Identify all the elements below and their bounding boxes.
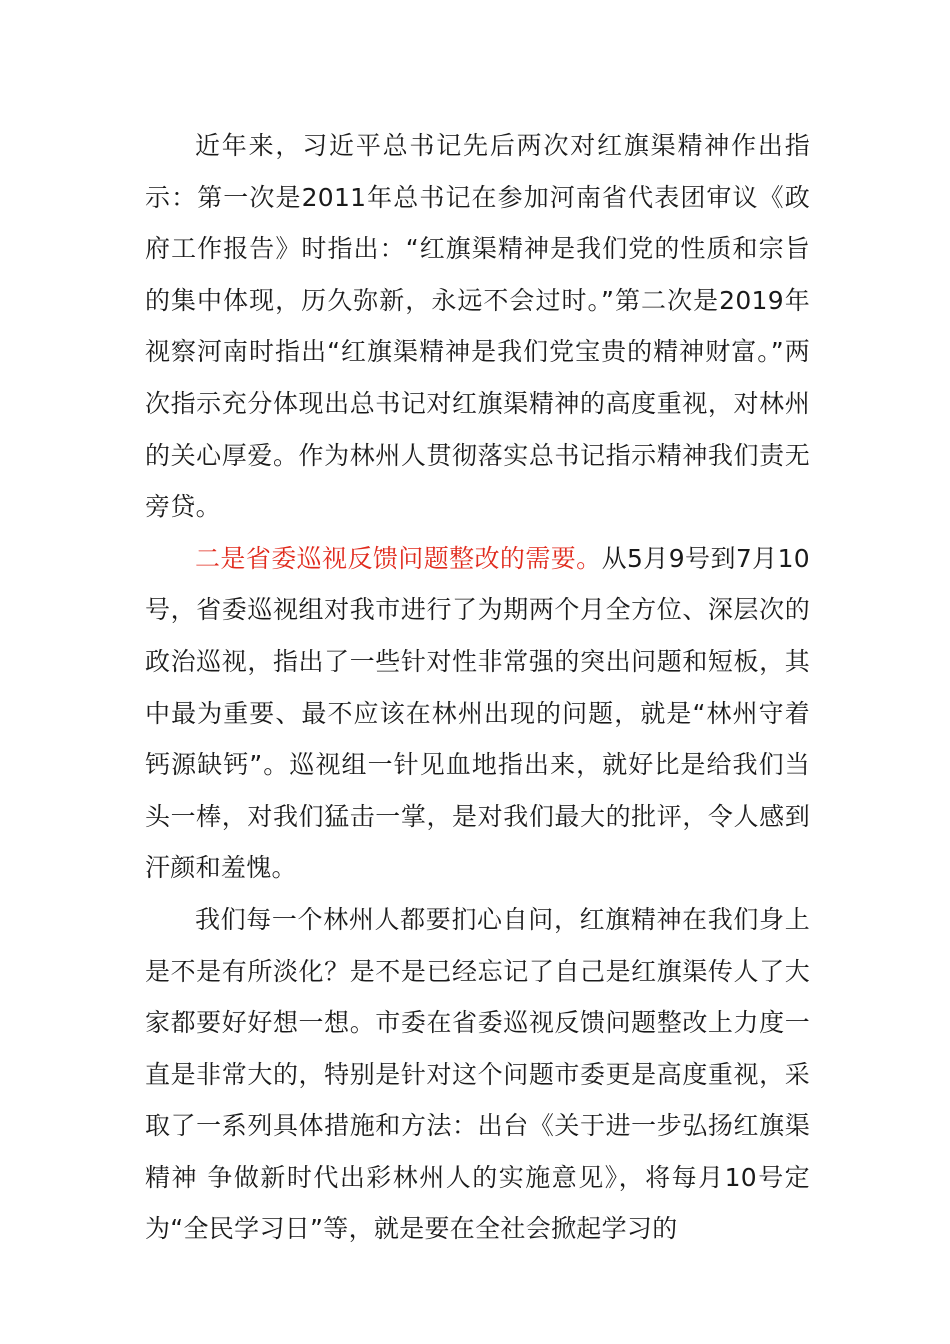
paragraph-2-heading: 二是省委巡视反馈问题整改的需要。 xyxy=(195,543,602,573)
paragraph-2 xyxy=(145,533,810,894)
document-body xyxy=(145,120,810,1255)
paragraph-2-body: 从5月9号到7月10号，省委巡视组对我市进行了为期两个月全方位、深层次的政治巡视，指出了一些针对性非常强的突出问题和短板，其中最为重要、最不应该在林州出现的问题，就是“林州守着钙源缺钙”。巡视组一针见血地指出来，就好比是给我们当头一棒，对我们猛击一掌，是对我们最大的批评，令人感到汗颜和羞愧。 xyxy=(145,543,810,883)
paragraph-1: 近年来，习近平总书记先后两次对红旗渠精神作出指示：第一次是2011年总书记在参加河南省代表团审议《政府工作报告》时指出：“红旗渠精神是我们党的性质和宗旨的集中体现，历久弥新，永远不会过时。”第二次是2019年视察河南时指出“红旗渠精神是我们党宝贵的精神财富。”两次指示充分体现出总书记对红旗渠精神的高度重视，对林州的关心厚爱。作为林州人贯彻落实总书记指示精神我们责无旁贷。 xyxy=(145,131,810,522)
paragraph-3: 我们每一个林州人都要扪心自问，红旗精神在我们身上是不是有所淡化？是不是已经忘记了自己是红旗渠传人了大家都要好好想一想。市委在省委巡视反馈问题整改上力度一直是非常大的，特别是针对这个问题市委更是高度重视，采取了一系列具体措施和方法：出台《关于进一步弘扬红旗渠精神 争做新时代出彩林州人的实施意见》，将每月10号定为“全民学习日”等，就是要在全社会掀起学习的 xyxy=(145,904,810,1244)
